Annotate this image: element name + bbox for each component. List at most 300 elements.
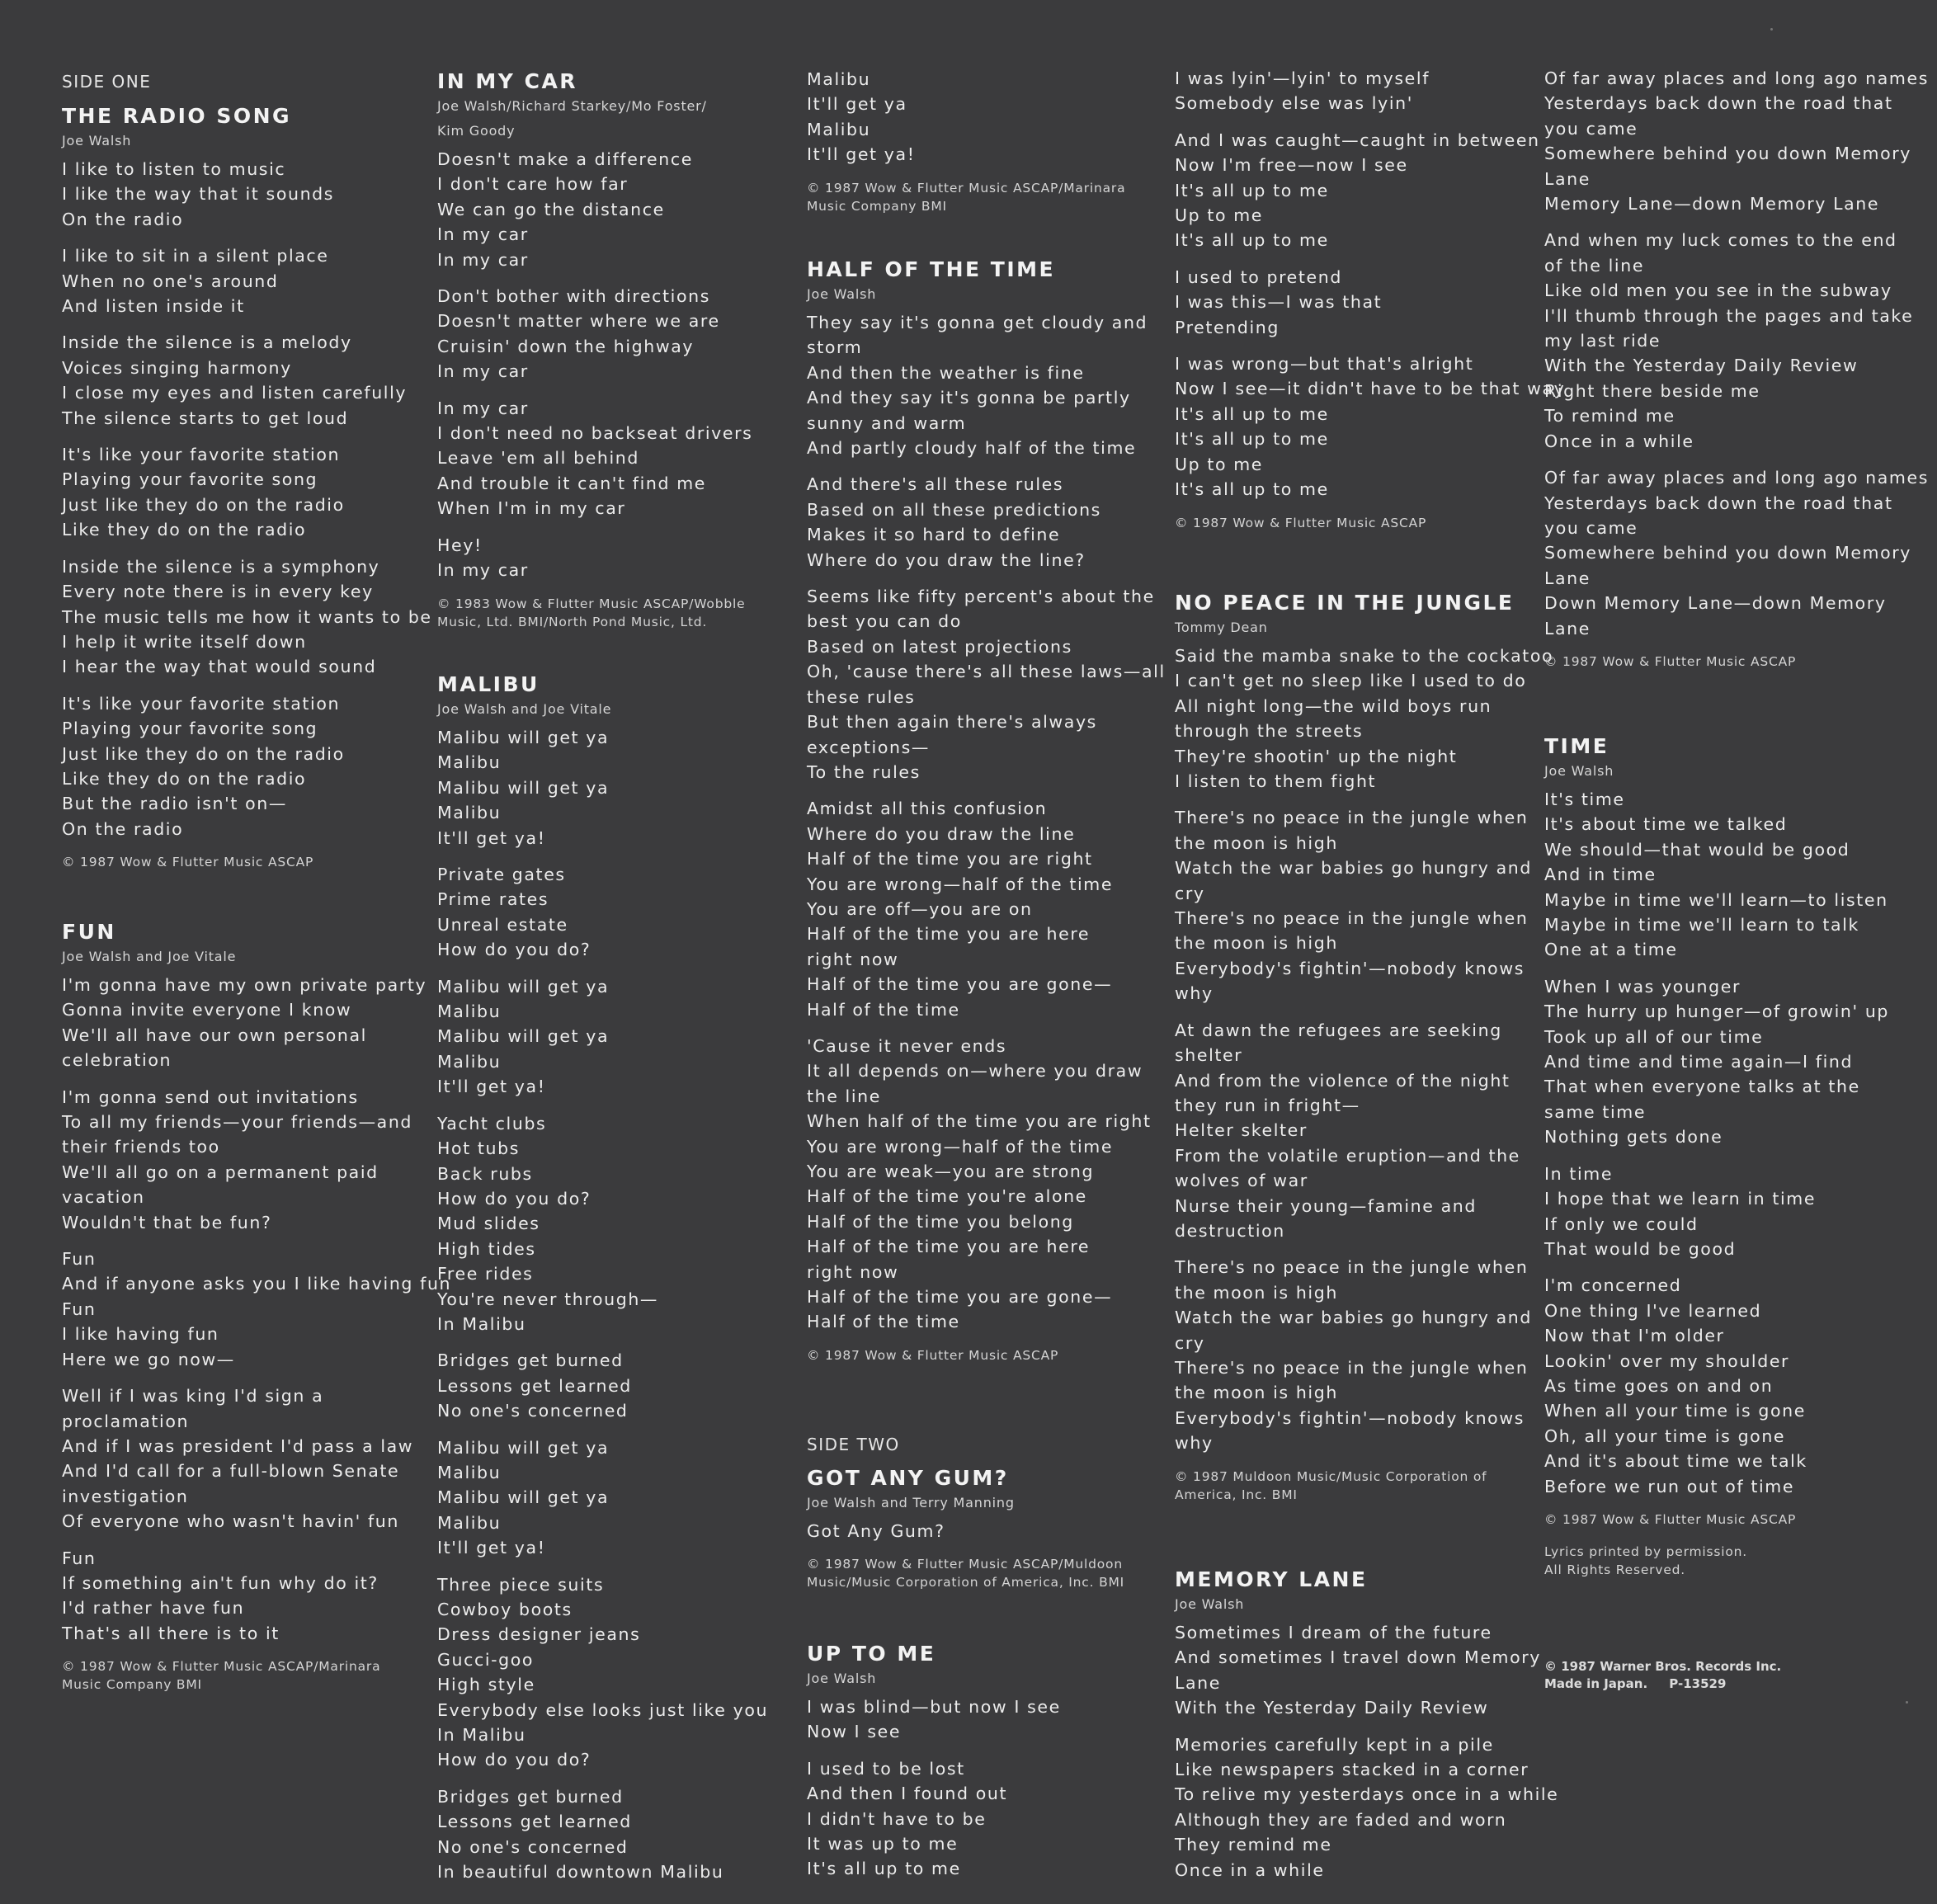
lyric-line: It's all up to me <box>1175 429 1329 450</box>
lyric-line: And there's all these rules <box>807 474 1064 495</box>
lyric-line: I was blind—but now I see <box>807 1697 1061 1717</box>
stanza <box>437 974 800 1100</box>
stanza <box>62 1546 425 1647</box>
lyric-line: Malibu will get ya <box>437 1437 610 1458</box>
lyric-line: They're shootin' up the night <box>1175 746 1458 766</box>
lyric-line: wolves of war <box>1175 1171 1308 1191</box>
lyric-line: Although they are faded and worn <box>1175 1809 1507 1830</box>
stanza <box>1175 1732 1559 1883</box>
lyric-line: Based on latest projections <box>807 636 1072 657</box>
stanza <box>1175 1620 1542 1721</box>
lyric-line: Half of the time you are here <box>807 924 1091 945</box>
lyric-line: To all my friends—your friends—and <box>62 1112 413 1133</box>
copyright-line: © 1987 Wow & Flutter Music ASCAP <box>62 855 314 870</box>
lyric-line: Of everyone who wasn't havin' fun <box>62 1511 399 1532</box>
lyric-line: Where do you draw the line <box>807 823 1076 844</box>
stanza <box>807 1694 1170 1745</box>
stanza <box>437 533 800 583</box>
lyric-line: shelter <box>1175 1045 1243 1066</box>
stanza <box>437 1111 800 1337</box>
lyric-line: In beautiful downtown Malibu <box>437 1862 724 1883</box>
lyric-line: Mud slides <box>437 1214 540 1234</box>
lyric-line: sunny and warm <box>807 412 967 433</box>
lyric-line: That's all there is to it <box>62 1623 280 1643</box>
lyric-line: Half of the time you are right <box>807 849 1093 870</box>
song-title: NO PEACE IN THE JUNGLE <box>1175 591 1515 615</box>
lyric-line: Watch the war babies go hungry and <box>1175 1308 1532 1328</box>
lyric-line: To remind me <box>1544 406 1675 427</box>
lyric-line: Pretending <box>1175 317 1280 337</box>
lyric-line: Helter skelter <box>1175 1120 1308 1141</box>
stanza <box>437 1572 800 1773</box>
stanza <box>437 725 800 851</box>
copyright-line: © 1987 Wow & Flutter Music ASCAP <box>1544 653 1797 669</box>
lyric-line: Down Memory Lane—down Memory <box>1544 593 1887 614</box>
stanza <box>62 442 425 543</box>
lyric-line: Malibu <box>437 1462 502 1482</box>
lyric-line: Everybody's fightin'—nobody knows <box>1175 1407 1525 1428</box>
lyric-line: There's no peace in the jungle when <box>1175 1257 1529 1278</box>
lyric-line: It'll get ya <box>807 94 907 115</box>
lyric-line: In my car <box>437 398 529 418</box>
lyric-line: I close my eyes and listen carefully <box>62 383 408 403</box>
lyric-line: Free rides <box>437 1264 534 1284</box>
lyric-line: And then I found out <box>807 1784 1008 1804</box>
lyric-line: It's about time we talked <box>1544 814 1788 835</box>
lyric-line: Hey! <box>437 535 483 555</box>
lyric-line: Makes it so hard to define <box>807 525 1061 545</box>
lyric-line: In my car <box>437 224 529 245</box>
lyric-line: Now that I'm older <box>1544 1326 1725 1346</box>
copyright-line: Music Company BMI <box>62 1677 202 1693</box>
song-author: Joe Walsh <box>1175 1596 1245 1612</box>
lyric-line: Said the mamba snake to the cockatoo <box>1175 646 1554 666</box>
stanza <box>62 1247 452 1372</box>
song-title: UP TO ME <box>807 1642 936 1666</box>
stanza <box>807 796 1170 1022</box>
lyric-line: Playing your favorite song <box>62 469 318 490</box>
stanza <box>437 862 800 963</box>
lyric-line: Just like they do on the radio <box>62 743 345 764</box>
lyric-line: And I'd call for a full-blown Senate <box>62 1461 400 1482</box>
lyric-line: Malibu <box>807 69 871 89</box>
lyric-line: And if anyone asks you I like having fun <box>62 1274 452 1294</box>
copyright-line: America, Inc. BMI <box>1175 1487 1298 1502</box>
lyric-line: the line <box>807 1086 881 1106</box>
lyric-line: I like having fun <box>62 1324 219 1345</box>
stanza <box>1544 974 1907 1150</box>
lyric-line: Every note there is in every key <box>62 582 374 602</box>
stanza <box>1175 805 1538 1006</box>
lyric-line: It'll get ya! <box>437 827 546 848</box>
song-continuation <box>1544 66 1929 671</box>
lyric-line: why <box>1175 983 1214 1004</box>
lyric-line: Up to me <box>1175 205 1264 226</box>
lyric-line: High tides <box>437 1238 536 1259</box>
lyric-line: When I'm in my car <box>437 498 626 519</box>
lyric-line: Lane <box>1544 568 1591 588</box>
lyric-line: And it's about time we talk <box>1544 1451 1807 1472</box>
stanza <box>62 243 425 318</box>
song-title: IN MY CAR <box>437 69 578 93</box>
lyric-line: Everybody's fightin'—nobody knows <box>1175 958 1525 978</box>
stanza <box>1175 643 1554 794</box>
stanza <box>807 1519 1170 1543</box>
lyric-line: It's all up to me <box>807 1859 961 1879</box>
lyric-line: Bridges get burned <box>437 1350 624 1371</box>
copyright-note <box>1175 1468 1538 1504</box>
lyric-line: No one's concerned <box>437 1401 629 1421</box>
permission-note <box>1544 1543 1907 1579</box>
lyric-line: Malibu will get ya <box>437 1487 610 1508</box>
copyright-note <box>437 595 800 631</box>
lyric-line: Like they do on the radio <box>62 520 307 540</box>
lyric-line: Like newspapers stacked in a corner <box>1175 1760 1529 1780</box>
lyric-line: Amidst all this confusion <box>807 799 1048 819</box>
lyric-line: In my car <box>437 361 529 382</box>
stanza <box>1544 228 1914 454</box>
song-title: TIME <box>1544 734 1609 758</box>
lyric-line: Prime rates <box>437 889 549 910</box>
lyric-line: And time and time again—I find <box>1544 1052 1854 1072</box>
lyric-line: There's no peace in the jungle when <box>1175 808 1529 828</box>
lyric-line: Malibu <box>437 752 502 773</box>
side-two-heading: SIDE TWO <box>807 1435 900 1454</box>
lyric-line: And when my luck comes to the end <box>1544 230 1897 251</box>
lyric-line: their friends too <box>62 1137 220 1157</box>
lyric-line: When half of the time you are right <box>807 1111 1152 1132</box>
lyric-line: Like they do on the radio <box>62 768 307 789</box>
stanza <box>62 1085 425 1235</box>
lyric-line: Sometimes I dream of the future <box>1175 1623 1492 1642</box>
lyric-line: When no one's around <box>62 271 279 291</box>
song-title: THE RADIO SONG <box>62 104 292 128</box>
lyric-line: Yesterdays back down the road that <box>1544 93 1893 114</box>
stanza <box>62 554 432 680</box>
lyric-line: Oh, 'cause there's all these laws—all <box>807 662 1166 682</box>
lyric-line: Maybe in time we'll learn to talk <box>1544 915 1859 936</box>
lyric-line: Unreal estate <box>437 914 568 935</box>
song-continuation <box>1175 66 1566 532</box>
lyric-line: On the radio <box>62 209 184 229</box>
stanza <box>62 691 425 841</box>
song-author: Joe Walsh <box>62 133 132 148</box>
lyric-line: Doesn't make a difference <box>437 149 693 169</box>
lyric-line: The silence starts to get loud <box>62 408 349 428</box>
stanza <box>1544 1162 1907 1262</box>
lyric-line: Yacht clubs <box>437 1113 547 1133</box>
lyric-line: I like to sit in a silent place <box>62 246 329 266</box>
lyric-line: It's like your favorite station <box>62 445 341 465</box>
lyric-line: cry <box>1175 883 1205 903</box>
stanza <box>62 1383 425 1534</box>
stanza <box>807 472 1170 573</box>
lyric-line: I was wrong—but that's alright <box>1175 354 1474 375</box>
lyric-line: With the Yesterday Daily Review <box>1175 1698 1489 1718</box>
lyric-line: Malibu will get ya <box>437 976 610 997</box>
lyric-line: Malibu <box>437 1512 502 1533</box>
lyric-line: And listen inside it <box>62 296 245 317</box>
song-author: Joe Walsh <box>807 286 877 302</box>
lyric-line: Fun <box>62 1298 97 1319</box>
lyric-line: the moon is high <box>1175 1383 1338 1403</box>
lyric-line: Somewhere behind you down Memory <box>1544 543 1912 563</box>
copyright-note <box>62 853 425 871</box>
permission-line-2: All Rights Reserved. <box>1544 1562 1686 1577</box>
lyric-line: And I was caught—caught in between <box>1175 130 1540 150</box>
lyric-line: All night long—the wild boys run <box>1175 695 1492 716</box>
lyric-line: Memories carefully kept in a pile <box>1175 1734 1494 1755</box>
lyric-line: I don't need no backseat drivers <box>437 423 753 444</box>
lyric-line: When I was younger <box>1544 976 1741 997</box>
lyric-line: It's all up to me <box>1175 180 1329 200</box>
copyright-line: © 1987 Wow & Flutter Music ASCAP <box>1544 1511 1797 1527</box>
stanza <box>437 1348 800 1423</box>
lyric-line: Cruisin' down the highway <box>437 336 695 356</box>
lyric-line: the moon is high <box>1175 933 1338 954</box>
lyric-line: storm <box>807 337 863 358</box>
copyright-note <box>62 1657 425 1694</box>
lyric-line: Playing your favorite song <box>62 719 318 739</box>
lyric-line: It's like your favorite station <box>62 693 341 714</box>
lyric-line: I'm gonna send out invitations <box>62 1086 359 1107</box>
lyric-line: I'd rather have fun <box>62 1598 245 1619</box>
stanza <box>1544 465 1929 641</box>
lyric-line: Malibu will get ya <box>437 777 610 798</box>
lyric-line: Three piece suits <box>437 1574 605 1595</box>
lyric-line: There's no peace in the jungle when <box>1175 1357 1529 1378</box>
lyric-line: Here we go now— <box>62 1349 235 1369</box>
lyric-line: Watch the war babies go hungry and <box>1175 858 1532 879</box>
lyric-line: the moon is high <box>1175 1282 1338 1303</box>
stanza <box>437 1435 800 1561</box>
lyric-line: I'll thumb through the pages and take <box>1544 305 1914 326</box>
lyric-line: You are wrong—half of the time <box>807 874 1114 894</box>
lyric-line: It was up to me <box>807 1834 959 1855</box>
lyric-line: One thing I've learned <box>1544 1300 1762 1321</box>
copyright-line: Music Company BMI <box>807 198 947 214</box>
lyric-line: Don't bother with directions <box>437 286 710 307</box>
lyric-line: Once in a while <box>1544 431 1694 451</box>
lyric-line: It's time <box>1544 789 1625 809</box>
song-time <box>1544 734 1907 1529</box>
lyric-line: Leave 'em all behind <box>437 448 640 469</box>
lyric-line: cry <box>1175 1332 1205 1353</box>
lyric-line: If something ain't fun why do it? <box>62 1572 379 1593</box>
label-catalog: Made in Japan. P-13529 <box>1544 1676 1727 1691</box>
song-title: GOT ANY GUM? <box>807 1466 1009 1490</box>
lyric-line: my last ride <box>1544 331 1661 351</box>
lyric-line: It'll get ya! <box>437 1538 546 1558</box>
lyric-line: Lane <box>1175 1672 1221 1693</box>
copyright-line: © 1987 Wow & Flutter Music ASCAP <box>1175 515 1427 530</box>
copyright-note <box>1544 653 1907 671</box>
lyric-line: Lookin' over my shoulder <box>1544 1350 1790 1371</box>
lyric-line: Everybody else looks just like you <box>437 1699 769 1720</box>
lyric-line: Based on all these predictions <box>807 499 1101 520</box>
song-author: Joe Walsh and Terry Manning <box>807 1495 1015 1510</box>
lyric-line: Malibu <box>807 119 871 139</box>
lyric-line: I don't care how far <box>437 174 629 195</box>
stanza <box>437 284 800 384</box>
lyric-line: We can go the distance <box>437 199 665 219</box>
lyric-line: exceptions— <box>807 737 930 757</box>
lyric-line: I like to listen to music <box>62 159 286 179</box>
copyright-line: Music/Music Corporation of America, Inc. BMI <box>807 1575 1125 1591</box>
copyright-line: © 1983 Wow & Flutter Music ASCAP/Wobble <box>437 596 746 611</box>
lyric-line: I listen to them fight <box>1175 771 1377 792</box>
lyric-line: I hope that we learn in time <box>1544 1189 1817 1209</box>
lyric-line: you came <box>1544 517 1638 538</box>
lyric-line: Malibu <box>437 1001 502 1022</box>
lyric-line: Malibu will get ya <box>437 1026 610 1047</box>
stanza <box>1175 128 1538 253</box>
song-author: Joe Walsh <box>1544 763 1614 779</box>
lyric-line: proclamation <box>62 1411 190 1431</box>
lyric-line: Half of the time <box>807 999 960 1020</box>
lyric-line: Of far away places and long ago names <box>1544 468 1929 488</box>
lyric-line: In my car <box>437 560 529 581</box>
lyric-line: destruction <box>1175 1220 1285 1241</box>
lyric-line: I used to be lost <box>807 1758 965 1779</box>
lyric-line: You're never through— <box>437 1289 659 1309</box>
lyric-line: Took up all of our time <box>1544 1026 1764 1047</box>
song-title: HALF OF THE TIME <box>807 257 1056 281</box>
lyric-line: No one's concerned <box>437 1836 629 1857</box>
lyric-line: I used to pretend <box>1175 266 1342 287</box>
lyric-line: these rules <box>807 686 916 707</box>
lyric-line: But then again there's always <box>807 712 1097 733</box>
song-author: Joe Walsh and Joe Vitale <box>62 949 237 964</box>
lyric-line: you came <box>1544 118 1638 139</box>
lyric-line: Doesn't matter where we are <box>437 311 720 332</box>
lyric-line: How do you do? <box>437 940 591 960</box>
lyric-line: Gucci-goo <box>437 1649 535 1670</box>
stanza <box>1175 351 1566 502</box>
lyric-line: Lessons get learned <box>437 1375 632 1396</box>
lyric-line: I was this—I was that <box>1175 292 1383 313</box>
lyric-line: Hot tubs <box>437 1138 521 1159</box>
lyric-line: Gonna invite everyone I know <box>62 1000 352 1020</box>
lyric-line: Voices singing harmony <box>62 357 292 378</box>
lyric-line: Once in a while <box>1175 1859 1325 1880</box>
stanza <box>807 67 1170 167</box>
lyric-line: Maybe in time we'll learn—to listen <box>1544 889 1888 910</box>
song-got-any-gum <box>807 1466 1170 1591</box>
stanza <box>807 1756 1170 1882</box>
lyric-line: Lane <box>1544 168 1591 189</box>
lyric-line: But the radio isn't on— <box>62 794 287 814</box>
copyright-note <box>1175 514 1538 532</box>
song-author: Joe Walsh/Richard Starkey/Mo Foster/ <box>437 98 707 114</box>
song-title: MEMORY LANE <box>1175 1567 1368 1591</box>
lyric-line: Right there beside me <box>1544 380 1760 401</box>
song-no-peace-in-the-jungle <box>1175 591 1554 1504</box>
stanza <box>807 1034 1170 1335</box>
lyric-line: I hear the way that would sound <box>62 657 377 677</box>
side-one-section <box>62 71 425 99</box>
label-copyright: © 1987 Warner Bros. Records Inc. <box>1544 1659 1782 1674</box>
lyric-line: They say it's gonna get cloudy and <box>807 313 1148 332</box>
song-in-my-car <box>437 69 800 631</box>
lyric-line: I like the way that it sounds <box>62 184 335 205</box>
lyric-line: It all depends on—where you draw <box>807 1061 1143 1082</box>
side-one-heading: SIDE ONE <box>62 72 152 92</box>
permission-line-1: Lyrics printed by permission. <box>1544 1544 1748 1559</box>
lyric-line: There's no peace in the jungle when <box>1175 908 1529 929</box>
lyric-line: right now <box>807 1261 899 1282</box>
lyric-line: Inside the silence is a melody <box>62 332 352 353</box>
lyric-line: Inside the silence is a symphony <box>62 556 380 577</box>
lyric-line: Back rubs <box>437 1163 533 1184</box>
lyric-line: Lane <box>1544 618 1591 639</box>
lyric-line: You are weak—you are strong <box>807 1162 1095 1181</box>
lyric-line: And they say it's gonna be partly <box>807 388 1131 408</box>
lyric-line: the moon is high <box>1175 832 1338 853</box>
lyric-line: And if I was president I'd pass a law <box>62 1435 414 1456</box>
lyric-line: through the streets <box>1175 721 1364 742</box>
stanza <box>62 157 425 232</box>
lyric-line: Well if I was king I'd sign a <box>62 1386 324 1407</box>
lyric-line: Memory Lane—down Memory Lane <box>1544 194 1880 214</box>
lyric-line: It's all up to me <box>1175 230 1329 251</box>
copyright-line: © 1987 Wow & Flutter Music ASCAP <box>807 1347 1059 1363</box>
song-author: Tommy Dean <box>1175 620 1268 635</box>
lyric-line: And partly cloudy half of the time <box>807 438 1137 459</box>
stanza <box>62 973 425 1073</box>
dust-speck <box>1906 1701 1908 1704</box>
stanza <box>437 396 800 521</box>
lyric-line: That when everyone talks at the <box>1544 1077 1860 1097</box>
lyric-line: And then the weather is fine <box>807 362 1085 383</box>
lyric-line: they run in fright— <box>1175 1095 1360 1115</box>
lyric-line: celebration <box>62 1050 172 1071</box>
label-credit <box>1544 1658 1907 1693</box>
stanza <box>1175 1018 1538 1244</box>
lyric-line: I can't get no sleep like I used to do <box>1175 671 1527 691</box>
lyric-line: 'Cause it never ends <box>807 1035 1007 1056</box>
lyric-line: vacation <box>62 1187 145 1208</box>
lyric-line: From the volatile eruption—and the <box>1175 1145 1520 1166</box>
stanza <box>437 1784 800 1885</box>
lyric-line: Dress designer jeans <box>437 1624 641 1645</box>
lyric-line: I'm gonna have my own private party <box>62 975 427 995</box>
lyric-line: The hurry up hunger—of growin' up <box>1544 1001 1890 1022</box>
lyric-line: Half of the time you're alone <box>807 1186 1087 1207</box>
lyric-line: why <box>1175 1433 1214 1454</box>
song-title: FUN <box>62 920 116 944</box>
copyright-line: © 1987 Wow & Flutter Music ASCAP/Marinara <box>807 180 1126 196</box>
lyric-line: One at a time <box>1544 940 1678 960</box>
lyric-line: Malibu will get ya <box>437 728 610 747</box>
lyric-line: I was lyin'—lyin' to myself <box>1175 68 1430 88</box>
copyright-note <box>807 179 1170 215</box>
lyric-line: On the radio <box>62 818 184 839</box>
lyric-line: In Malibu <box>437 1725 526 1746</box>
copyright-note <box>807 1555 1170 1591</box>
lyric-line: With the Yesterday Daily Review <box>1544 356 1859 376</box>
lyric-line: I help it write itself down <box>62 631 307 652</box>
song-continuation <box>807 67 1170 215</box>
copyright-line: Music, Ltd. BMI/North Pond Music, Ltd. <box>437 614 708 629</box>
lyric-line: Bridges get burned <box>437 1786 624 1807</box>
lyric-line: It's all up to me <box>1175 403 1329 424</box>
lyric-line: Malibu <box>437 803 502 823</box>
copyright-line: © 1987 Muldoon Music/Music Corporation of <box>1175 1468 1487 1484</box>
lyric-line: We'll all go on a permanent paid <box>62 1162 379 1182</box>
lyric-line: Got Any Gum? <box>807 1521 945 1541</box>
lyric-line: Somebody else was lyin' <box>1175 93 1413 114</box>
